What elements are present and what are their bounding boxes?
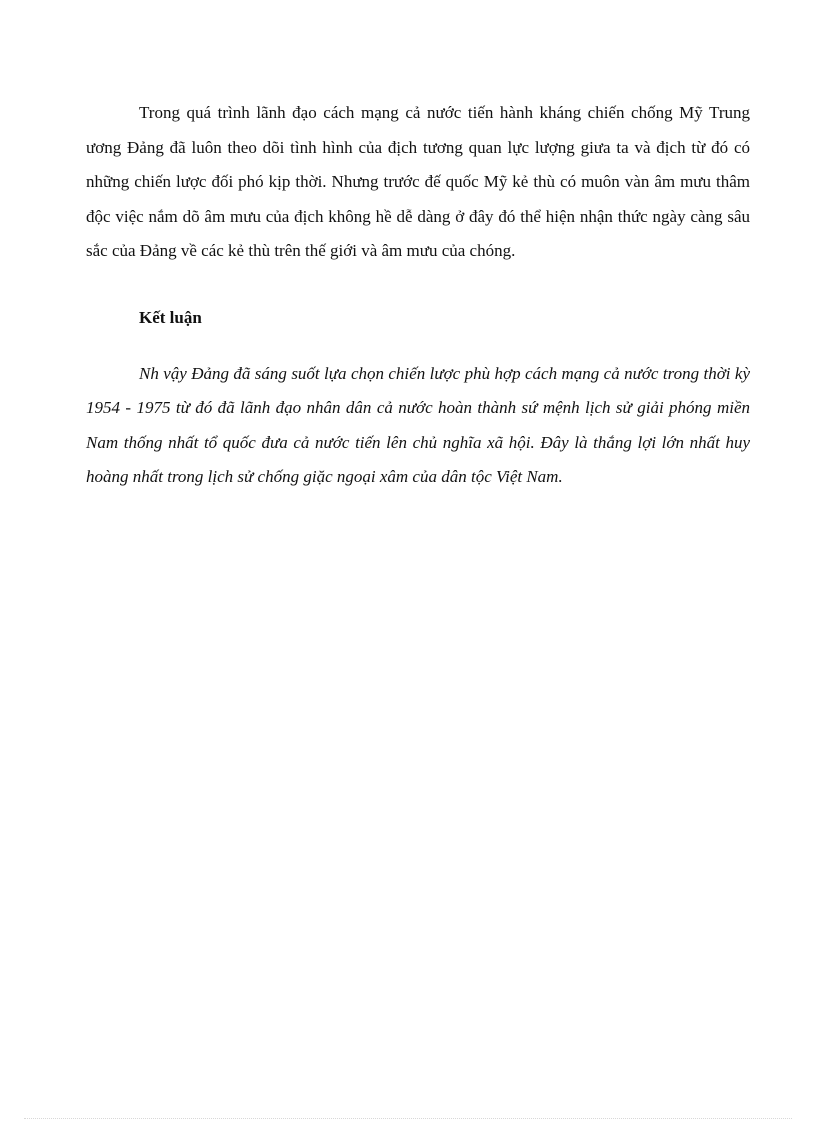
conclusion-paragraph: Nh vậy Đảng đã sáng suốt lựa chọn chiến lược phù hợp cách mạng cả nước trong thời kỳ 1954 - 1975 từ đó đã lãnh đạo nhân dân cả nước hoàn thành sứ mệnh lịch sử giải phóng miền Nam thống nhất tổ quốc đưa cả nước tiến lên chủ nghĩa xã hội. Đây là thắng lợi lớn nhất huy hoàng nhất trong lịch sử chống giặc ngoại xâm của dân tộc Việt Nam. <box>86 363 750 486</box>
document-body <box>86 96 750 495</box>
body-paragraph: Trong quá trình lãnh đạo cách mạng cả nước tiến hành kháng chiến chống Mỹ Trung ương Đảng đã luôn theo dõi tình hình của địch tương quan lực lượng giưa ta và địch từ đó có những chiến lược đối phó kịp thời. Nhưng trước đế quốc Mỹ kẻ thù có muôn vàn âm mưu thâm độc việc nắm dõ âm mưu của địch không hề dễ dàng ở đây đó thể hiện nhận thức ngày càng sâu sắc của Đảng về các kẻ thù trên thế giới và âm mưu của chóng. <box>86 103 750 260</box>
page-footer-rule <box>24 1118 792 1119</box>
section-heading: Kết luận <box>139 307 202 327</box>
